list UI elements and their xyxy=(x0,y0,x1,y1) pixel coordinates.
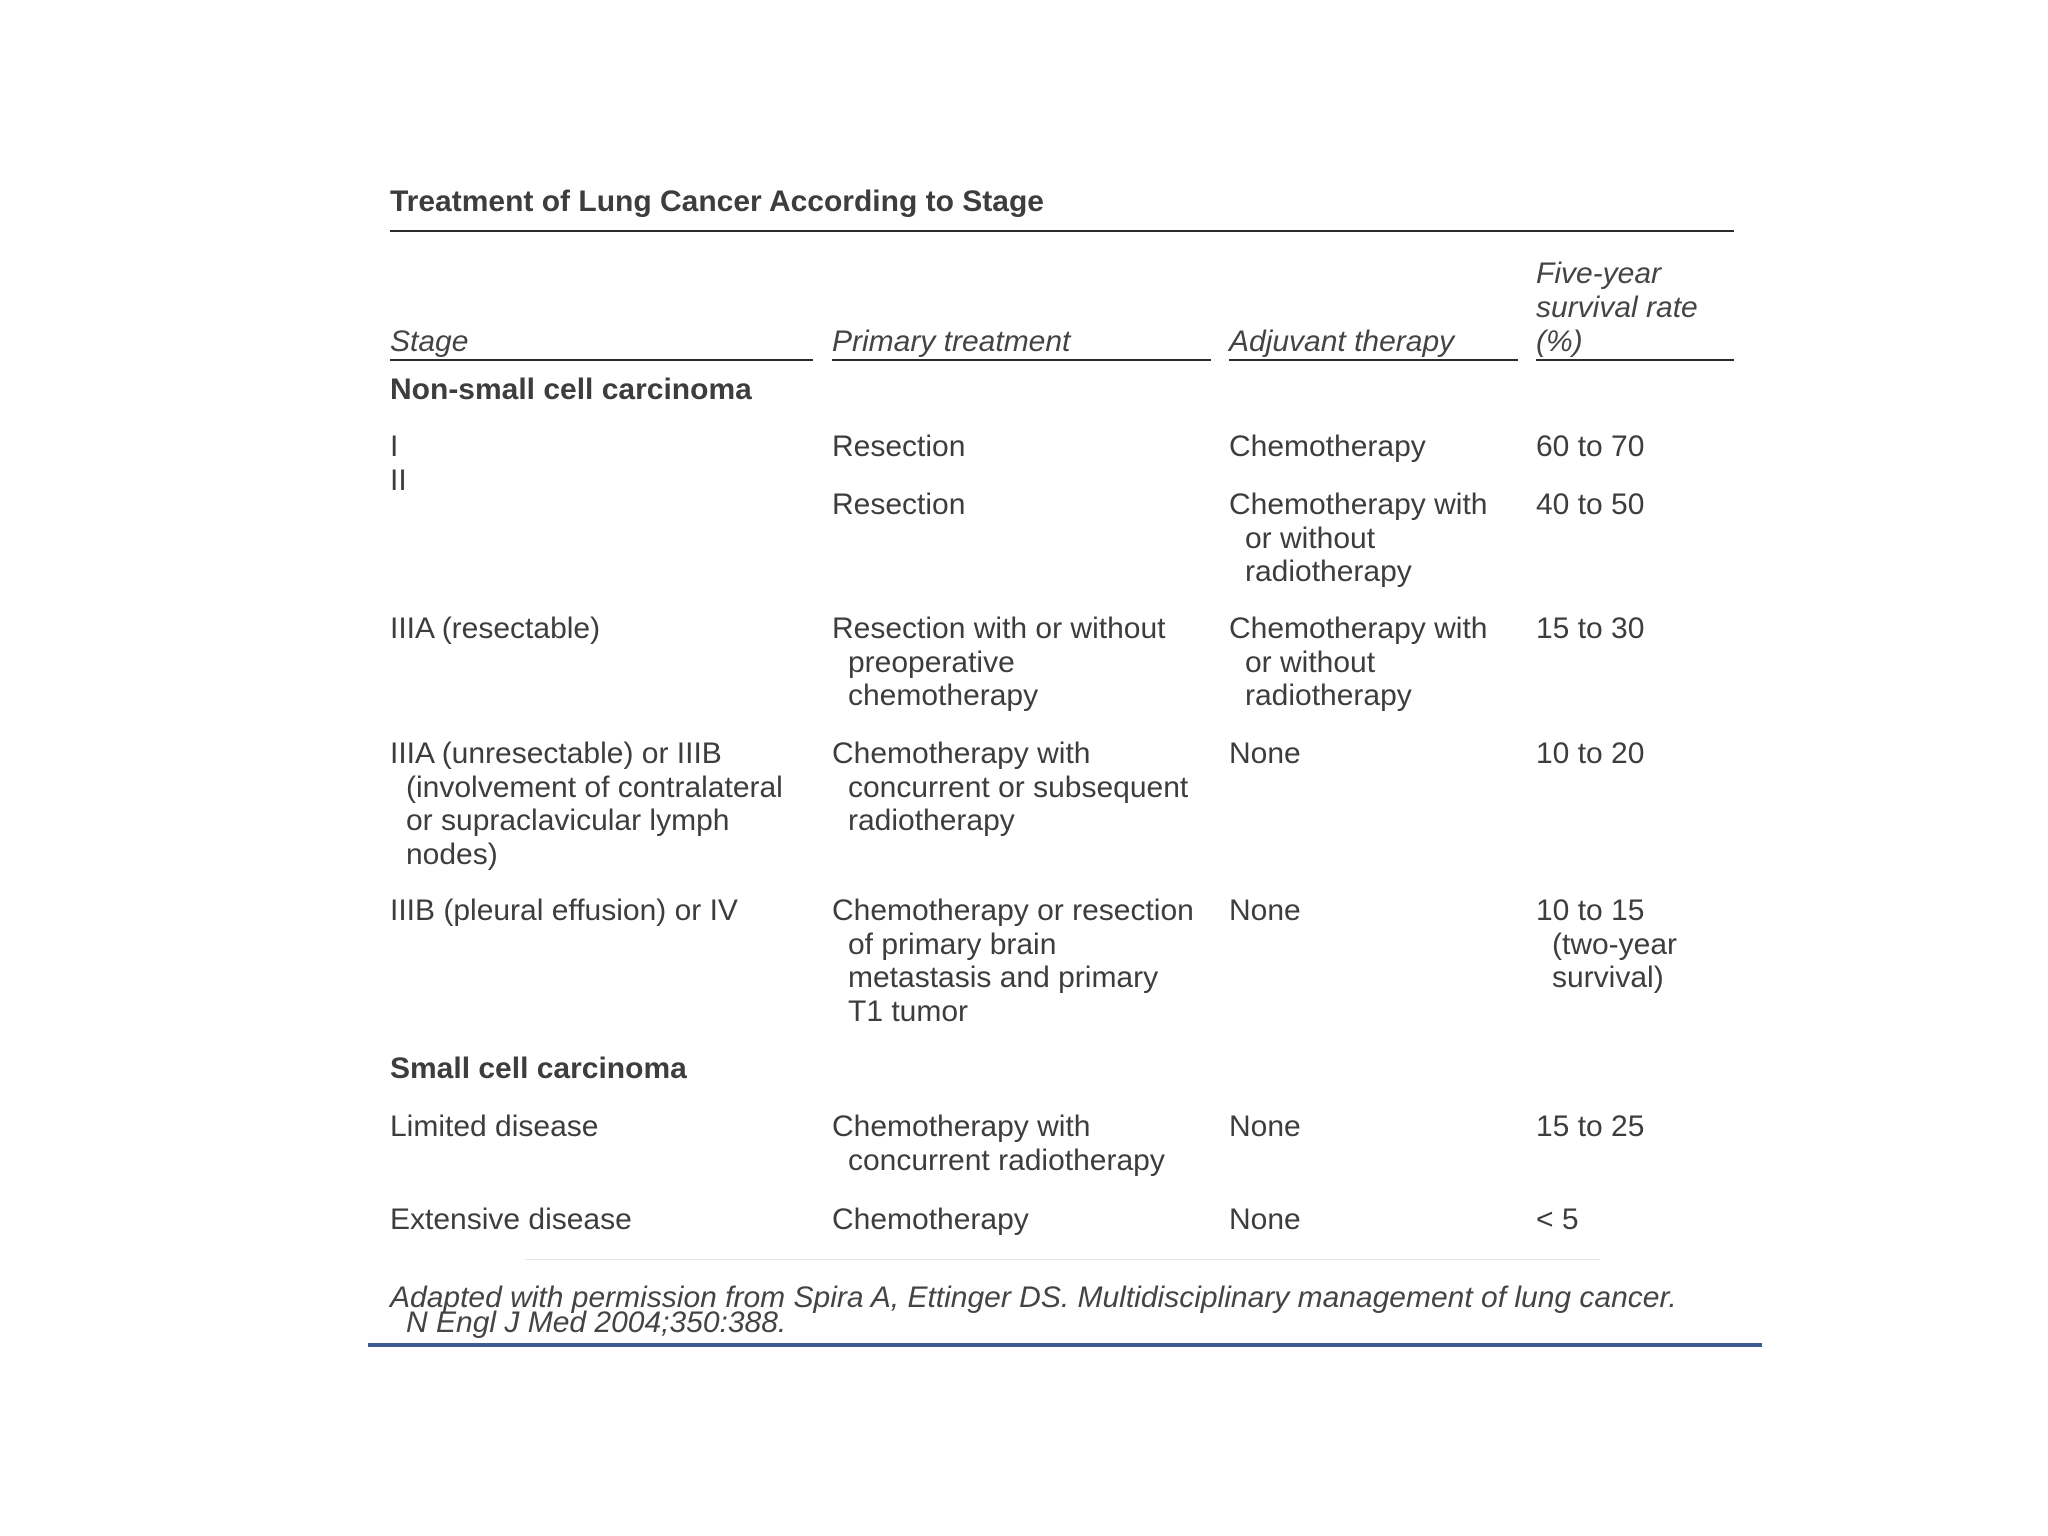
cell-line: preoperative xyxy=(848,645,1015,679)
table-cell-survival xyxy=(1536,612,1644,646)
cell-line: radiotherapy xyxy=(848,804,1015,837)
cell-line: survival) xyxy=(1552,961,1664,994)
table-cell-adjuvant xyxy=(1229,430,1426,464)
cell-line: IIIA (resectable) xyxy=(390,612,601,645)
cell-line: or without xyxy=(1245,521,1376,555)
cell-line: IIIB (pleural effusion) or IV xyxy=(390,894,738,927)
header-underline-adjuvant xyxy=(1229,359,1518,361)
footnote-line: Adapted with permission from Spira A, Ettinger DS. Multidisciplinary management of lung cancer. xyxy=(390,1281,1677,1314)
table-cell-primary xyxy=(832,488,965,522)
cell-line: Chemotherapy with xyxy=(1229,612,1488,645)
cell-line: radiotherapy xyxy=(1245,679,1412,712)
cell-line: Resection with or without xyxy=(832,612,1166,645)
cell-line: Chemotherapy with xyxy=(832,737,1091,770)
table-cell-adjuvant xyxy=(1229,1203,1301,1237)
cell-line: Chemotherapy xyxy=(832,1203,1029,1236)
header-stage: Stage xyxy=(390,325,469,358)
footnote xyxy=(390,1281,1677,1339)
table-cell-survival xyxy=(1536,737,1644,771)
header-survival-line: (%) xyxy=(1536,325,1583,358)
table-cell-adjuvant xyxy=(1229,488,1487,589)
cell-line: 15 to 25 xyxy=(1536,1110,1645,1143)
cell-line: < 5 xyxy=(1536,1203,1579,1236)
cell-line: metastasis and primary xyxy=(848,961,1159,994)
section-heading-nsclc: Non-small cell carcinoma xyxy=(390,373,752,406)
title-rule xyxy=(390,230,1734,232)
section-heading-sclc: Small cell carcinoma xyxy=(390,1052,687,1085)
cell-line: 10 to 20 xyxy=(1536,737,1645,770)
cell-line: concurrent or subsequent xyxy=(848,770,1189,804)
header-survival-line: Five-year xyxy=(1536,257,1662,290)
header-underline-survival xyxy=(1536,359,1734,361)
cell-line: or supraclavicular lymph xyxy=(406,804,730,837)
table-cell-adjuvant xyxy=(1229,737,1301,771)
table-cell-stage xyxy=(390,1203,632,1237)
cell-line: of primary brain xyxy=(848,927,1057,961)
table-cell-adjuvant xyxy=(1229,894,1301,928)
table-cell-stage xyxy=(390,430,407,497)
cell-line: nodes) xyxy=(406,837,498,871)
header-primary-treatment: Primary treatment xyxy=(832,325,1071,358)
cell-line: 40 to 50 xyxy=(1536,488,1645,521)
cell-line: Limited disease xyxy=(390,1110,599,1143)
cell-line: radiotherapy xyxy=(1245,555,1412,588)
cell-line: Chemotherapy or resection xyxy=(832,894,1194,927)
header-underline-stage xyxy=(390,359,813,361)
cell-line: None xyxy=(1229,894,1301,927)
header-survival-rate xyxy=(1536,257,1698,359)
table-cell-survival xyxy=(1536,894,1677,995)
cell-line: (two-year xyxy=(1552,927,1678,961)
cell-line: (involvement of contralateral xyxy=(406,770,783,804)
cell-line: 60 to 70 xyxy=(1536,430,1645,463)
table-cell-primary xyxy=(832,612,1166,713)
cell-line: 10 to 15 xyxy=(1536,894,1645,927)
table-cell-stage xyxy=(390,737,783,871)
cell-line: concurrent radiotherapy xyxy=(848,1143,1165,1177)
table-cell-primary xyxy=(832,430,965,464)
cell-line: Chemotherapy with xyxy=(1229,488,1488,521)
cell-line: II xyxy=(390,463,407,497)
cell-line: Chemotherapy xyxy=(1229,430,1426,463)
table-cell-survival xyxy=(1536,1110,1644,1144)
cell-line: Resection xyxy=(832,430,966,463)
cell-line: T1 tumor xyxy=(848,994,969,1028)
table-cell-primary xyxy=(832,1203,1029,1237)
table-cell-primary xyxy=(832,737,1188,838)
cell-line: 15 to 30 xyxy=(1536,612,1645,645)
footnote-separator xyxy=(525,1259,1600,1260)
table-cell-stage xyxy=(390,612,600,646)
table-cell-primary xyxy=(832,1110,1165,1177)
table-cell-survival xyxy=(1536,1203,1579,1237)
bottom-accent-rule xyxy=(368,1343,1762,1347)
header-adjuvant-therapy: Adjuvant therapy xyxy=(1229,325,1455,358)
table-cell-survival xyxy=(1536,488,1644,522)
header-underline-primary xyxy=(832,359,1211,361)
cell-line: None xyxy=(1229,737,1301,770)
table-cell-survival xyxy=(1536,430,1644,464)
cell-line: None xyxy=(1229,1203,1301,1236)
cell-line: Resection xyxy=(832,488,966,521)
table-cell-adjuvant xyxy=(1229,612,1487,713)
footnote-line: N Engl J Med 2004;350:388. xyxy=(406,1306,787,1339)
table-cell-adjuvant xyxy=(1229,1110,1301,1144)
table-cell-stage xyxy=(390,894,738,928)
table-cell-stage xyxy=(390,1110,598,1144)
cell-line: I xyxy=(390,430,399,463)
cell-line: Chemotherapy with xyxy=(832,1110,1091,1143)
table-title: Treatment of Lung Cancer According to Stage xyxy=(390,185,1044,218)
header-survival-line: survival rate xyxy=(1536,291,1698,324)
cell-line: None xyxy=(1229,1110,1301,1143)
table-cell-primary xyxy=(832,894,1194,1028)
cell-line: or without xyxy=(1245,645,1376,679)
cell-line: IIIA (unresectable) or IIIB xyxy=(390,737,722,770)
cell-line: Extensive disease xyxy=(390,1203,632,1236)
cell-line: chemotherapy xyxy=(848,679,1039,712)
